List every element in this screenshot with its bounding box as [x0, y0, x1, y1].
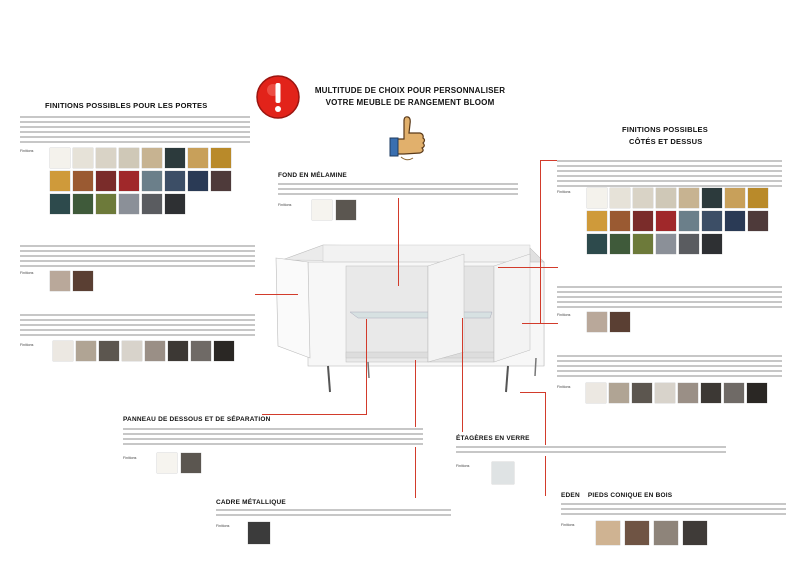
finish-swatch [96, 148, 116, 168]
leader-line [522, 323, 558, 324]
finish-swatch [76, 341, 96, 361]
title-line-2: VOTRE MEUBLE DE RANGEMENT BLOOM [325, 98, 495, 107]
doors-veneer-finish-label: Finitions [20, 271, 34, 275]
finish-swatch [633, 188, 653, 208]
finish-swatch [656, 188, 676, 208]
finish-swatch [119, 171, 139, 191]
finish-swatch [702, 188, 722, 208]
finish-swatch [211, 148, 231, 168]
doors-veneer-description [20, 244, 255, 268]
page-title [300, 86, 520, 107]
doors-lacquer-swatches [50, 148, 250, 218]
glass-swatches [492, 462, 516, 484]
finish-swatch [188, 148, 208, 168]
finish-swatch [587, 188, 607, 208]
finish-swatch [586, 383, 606, 403]
thumbs-up-icon [387, 113, 429, 165]
finish-swatch [142, 148, 162, 168]
sides-lacquer-swatches [587, 188, 787, 258]
finish-swatch [609, 383, 629, 403]
feet-swatches [596, 521, 726, 549]
glass-heading: ÉTAGÈRES EN VERRE [456, 435, 530, 442]
doors-ceramic-swatches [53, 341, 253, 363]
finish-swatch [678, 383, 698, 403]
sides-heading-line-1: FINITIONS POSSIBLES [622, 125, 708, 134]
finish-swatch [679, 211, 699, 231]
finish-swatch [188, 171, 208, 191]
finish-swatch [724, 383, 744, 403]
sides-ceramic-finish-label: Finitions [557, 385, 571, 389]
finish-swatch [96, 171, 116, 191]
finish-swatch [211, 171, 231, 191]
frame-finish-label: Finitions [216, 524, 230, 528]
back-heading: FOND EN MÉLAMINE [278, 172, 347, 179]
frame-swatches [248, 522, 272, 544]
sides-veneer-finish-label: Finitions [557, 313, 571, 317]
finish-swatch [725, 188, 745, 208]
finish-swatch [747, 383, 767, 403]
finish-swatch [119, 148, 139, 168]
finish-swatch [656, 211, 676, 231]
finish-swatch [181, 453, 201, 473]
finish-swatch [312, 200, 332, 220]
finish-swatch [656, 234, 676, 254]
doors-veneer-swatches [50, 271, 110, 293]
finish-swatch [679, 234, 699, 254]
finish-swatch [73, 171, 93, 191]
finish-swatch [655, 383, 675, 403]
bottom-panel-heading: PANNEAU DE DESSOUS ET DE SÉPARATION [123, 416, 271, 423]
finish-swatch [625, 521, 649, 545]
bottom-panel-swatches [157, 453, 207, 475]
finish-swatch [596, 521, 620, 545]
leader-line [545, 392, 546, 496]
feet-heading: EDEN PIEDS CONIQUE EN BOIS [561, 492, 673, 499]
finish-swatch [683, 521, 707, 545]
finish-swatch [701, 383, 721, 403]
back-swatches [312, 200, 362, 222]
finish-swatch [610, 234, 630, 254]
finish-swatch [50, 271, 70, 291]
finish-swatch [492, 462, 514, 484]
finish-swatch [191, 341, 211, 361]
leader-line [366, 319, 367, 414]
leader-line [255, 294, 298, 295]
finish-swatch [99, 341, 119, 361]
finish-swatch [50, 194, 70, 214]
finish-swatch [142, 171, 162, 191]
sides-ceramic-description [557, 354, 782, 378]
finish-swatch [610, 188, 630, 208]
doors-ceramic-description [20, 313, 255, 339]
finish-swatch [725, 211, 745, 231]
finish-swatch [633, 234, 653, 254]
finish-swatch [165, 171, 185, 191]
doors-heading: FINITIONS POSSIBLES POUR LES PORTES [45, 101, 208, 110]
feet-description [561, 502, 786, 516]
finish-swatch [119, 194, 139, 214]
leader-line [262, 414, 367, 415]
finish-swatch [654, 521, 678, 545]
finish-swatch [748, 188, 768, 208]
finish-swatch [336, 200, 356, 220]
leader-line [520, 392, 546, 393]
frame-description [216, 508, 451, 520]
warning-icon [255, 74, 301, 120]
feet-finish-label: Finitions [561, 523, 575, 527]
sides-heading-line-2: CÔTÉS ET DESSUS [629, 137, 703, 146]
doors-lacquer-description [20, 115, 250, 147]
sides-veneer-swatches [587, 312, 647, 334]
finish-swatch [610, 312, 630, 332]
sides-lacquer-description [557, 159, 782, 187]
doors-ceramic-finish-label: Finitions [20, 343, 34, 347]
finish-swatch [587, 211, 607, 231]
finish-swatch [587, 234, 607, 254]
finish-swatch [73, 271, 93, 291]
finish-swatch [50, 171, 70, 191]
leader-line [462, 318, 463, 432]
bottom-panel-description [123, 427, 423, 449]
finish-swatch [165, 194, 185, 214]
doors-lacquer-finish-label: Finitions [20, 149, 34, 153]
finish-swatch [702, 211, 722, 231]
finish-swatch [168, 341, 188, 361]
finish-swatch [633, 211, 653, 231]
sideboard-illustration [268, 240, 558, 400]
leader-line [540, 160, 541, 323]
finish-swatch [53, 341, 73, 361]
bottom-panel-finish-label: Finitions [123, 456, 137, 460]
leader-line [498, 267, 558, 268]
leader-line [540, 160, 557, 161]
finish-swatch [157, 453, 177, 473]
finish-swatch [122, 341, 142, 361]
back-description [278, 182, 518, 198]
finish-swatch [610, 211, 630, 231]
sides-ceramic-swatches [586, 383, 786, 405]
sides-veneer-description [557, 285, 782, 309]
sides-lacquer-finish-label: Finitions [557, 190, 571, 194]
glass-description [456, 445, 726, 457]
finish-swatch [679, 188, 699, 208]
finish-swatch [142, 194, 162, 214]
finish-swatch [214, 341, 234, 361]
finish-swatch [248, 522, 270, 544]
frame-heading: CADRE MÉTALLIQUE [216, 499, 286, 506]
finish-swatch [73, 194, 93, 214]
finish-swatch [632, 383, 652, 403]
finish-swatch [587, 312, 607, 332]
finish-swatch [702, 234, 722, 254]
finish-swatch [73, 148, 93, 168]
leader-line [398, 198, 399, 286]
finish-swatch [165, 148, 185, 168]
finish-swatch [145, 341, 165, 361]
back-finish-label: Finitions [278, 203, 292, 207]
finish-swatch [50, 148, 70, 168]
title-line-1: MULTITUDE DE CHOIX POUR PERSONNALISER [314, 86, 506, 95]
glass-finish-label: Finitions [456, 464, 470, 468]
finish-swatch [96, 194, 116, 214]
finish-swatch [748, 211, 768, 231]
